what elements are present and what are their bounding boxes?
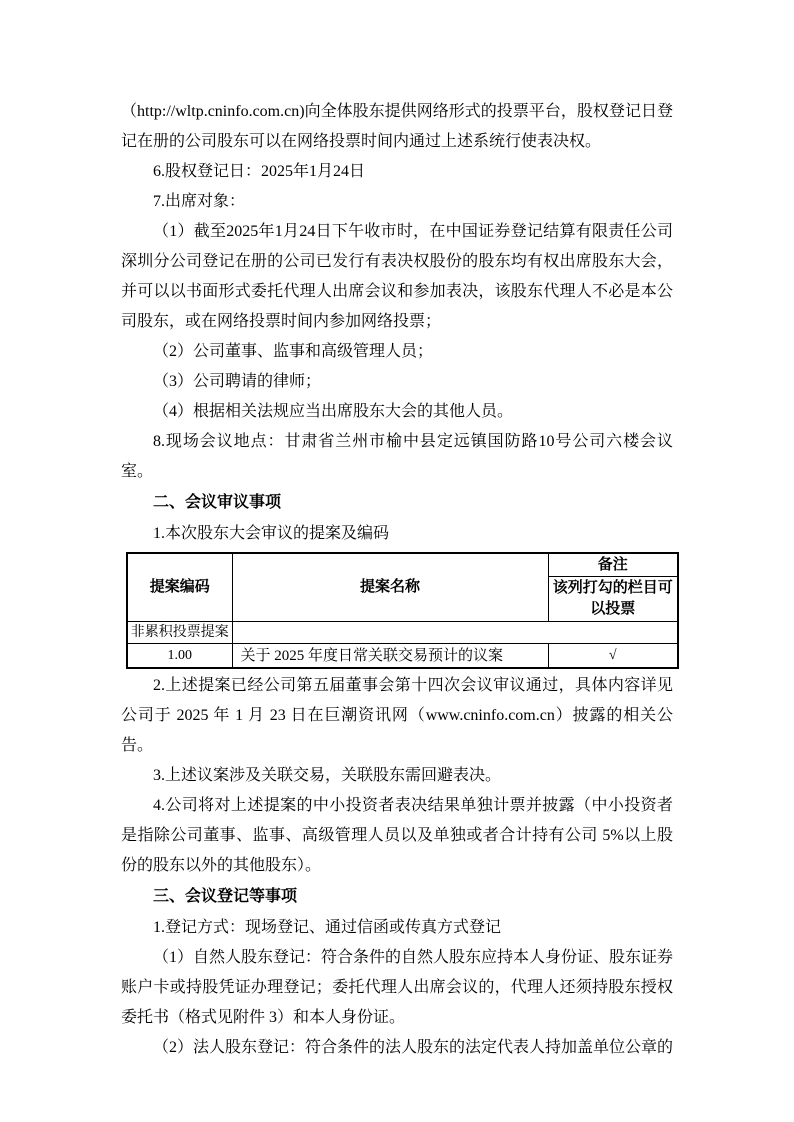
table-header-proposal-name: 提案名称 — [232, 553, 548, 622]
table-cell-proposal-code: 1.00 — [127, 644, 232, 669]
paragraph-record-date: 6.股权登记日：2025年1月24日 — [153, 163, 366, 180]
table-cell-group-label: 非累积投票提案 — [127, 622, 232, 644]
table-row-proposal-1 — [127, 644, 678, 669]
paragraph-related-party-recusal: 3.上述议案涉及关联交易，关联股东需回避表决。 — [153, 767, 502, 784]
paragraph-attendee-item-1: （1）截至2025年1月24日下午收市时，在中国证券登记结算有限责任公司深圳分公司登记在册的公司已发行有表决权股份的股东均有权出席股东大会，并可以以书面形式委托代理人出席会议和参加表决，该股东代理人不必是本公司股东，或在网络投票时间内参加网络投票； — [121, 223, 673, 330]
paragraph-minority-investor-count: 4.公司将对上述提案的中小投资者表决结果单独计票并披露（中小投资者是指除公司董事、监事、高级管理人员以及单独或者合计持有公司 5%以上股份的股东以外的其他股东）。 — [121, 797, 673, 874]
table-header-proposal-code: 提案编码 — [127, 553, 232, 622]
paragraph-registration-method: 1.登记方式：现场登记、通过信函或传真方式登记 — [153, 919, 502, 936]
section-heading-review-matters: 二、会议审议事项 — [153, 494, 282, 511]
paragraph-attendee-item-2: （2）公司董事、监事和高级管理人员； — [153, 343, 434, 360]
paragraph-proposal-list-intro: 1.本次股东大会审议的提案及编码 — [153, 525, 390, 542]
paragraph-board-approval: 2.上述提案已经公司第五届董事会第十四次会议审议通过，具体内容详见公司于 2025 年 1 月 23 日在巨潮资讯网（www.cninfo.com.cn）披露的相关公告。 — [121, 677, 673, 754]
table-row-group-label — [127, 622, 678, 644]
section-heading-registration-matters: 三、会议登记等事项 — [153, 888, 298, 905]
table-header-remark-note: 该列打勾的栏目可以投票 — [548, 577, 678, 622]
proposal-table — [126, 552, 679, 669]
table-cell-proposal-name: 关于 2025 年度日常关联交易预计的议案 — [232, 644, 548, 669]
paragraph-attendees-header: 7.出席对象： — [153, 193, 246, 210]
proposal-table-header-row — [127, 553, 678, 577]
table-cell-proposal-remark-checkmark: √ — [548, 644, 678, 669]
paragraph-meeting-venue: 8.现场会议地点：甘肃省兰州市榆中县定远镇国防路10号公司六楼会议室。 — [121, 433, 673, 480]
paragraph-legal-person-registration: （2）法人股东登记：符合条件的法人股东的法定代表人持加盖单位公章的 — [153, 1039, 674, 1056]
paragraph-attendee-item-3: （3）公司聘请的律师； — [153, 373, 322, 390]
table-cell-group-empty — [232, 622, 678, 644]
paragraph-network-voting-platform: （http://wltp.cninfo.com.cn)向全体股东提供网络形式的投票平台，股权登记日登记在册的公司股东可以在网络投票时间内通过上述系统行使表决权。 — [121, 103, 673, 150]
paragraph-natural-person-registration: （1）自然人股东登记：符合条件的自然人股东应持本人身份证、股东证券账户卡或持股凭证办理登记；委托代理人出席会议的，代理人还须持股东授权委托书（格式见附件 3）和本人身份证。 — [121, 949, 674, 1026]
paragraph-attendee-item-4: （4）根据相关法规应当出席股东大会的其他人员。 — [153, 403, 514, 420]
table-header-remark: 备注 — [548, 553, 678, 577]
